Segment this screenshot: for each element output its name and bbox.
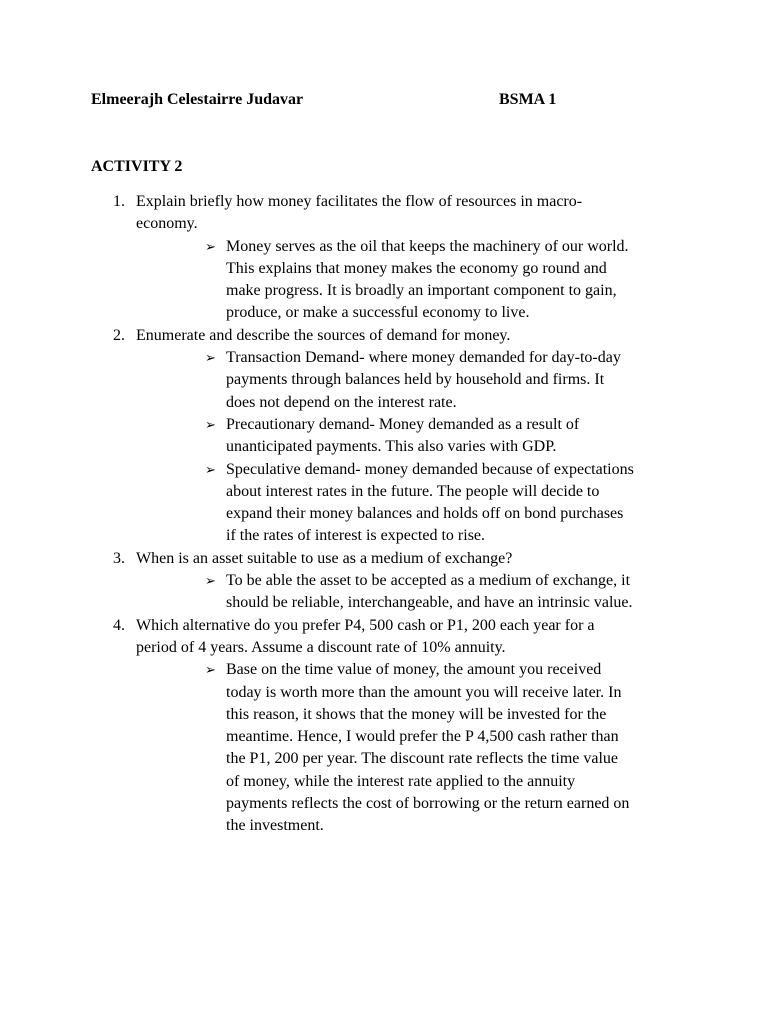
question-number: 1. xyxy=(113,193,125,210)
course-label: BSMA 1 xyxy=(499,91,557,108)
question-text-line: When is an asset suitable to use as a medium of exchange? xyxy=(136,549,513,567)
question-text-line: Explain briefly how money facilitates the flow of resources in macro- xyxy=(136,193,583,210)
answer-text-line: Speculative demand- money demanded because of expectations xyxy=(226,460,634,478)
answer-text-line: about interest rates in the future. The people will decide to xyxy=(226,482,600,500)
answer-text-line: this reason, it shows that the money will be invested for the xyxy=(226,705,607,723)
answer-text-line: should be reliable, interchangeable, and have an intrinsic value. xyxy=(226,594,633,612)
answer-text-line: Transaction Demand- where money demanded for day-to-day xyxy=(226,349,621,367)
arrowhead-bullet-icon: ➢ xyxy=(205,350,216,366)
answer-text-line: today is worth more than the amount you will receive later. In xyxy=(226,683,622,701)
question-text-line: Enumerate and describe the sources of demand for money. xyxy=(136,326,511,344)
question-item xyxy=(0,615,768,660)
questions-list xyxy=(0,191,768,838)
answer-bullet xyxy=(0,459,768,548)
question-item xyxy=(0,191,768,236)
answer-bullet xyxy=(0,236,768,325)
question-text-line: period of 4 years. Assume a discount rate of 10% annuity. xyxy=(136,638,506,656)
answer-bullet xyxy=(0,347,768,414)
arrowhead-bullet-icon: ➢ xyxy=(205,238,216,254)
arrowhead-bullet-icon: ➢ xyxy=(205,461,216,477)
answer-text-line: make progress. It is broadly an important component to gain, xyxy=(226,282,617,300)
question-number: 2. xyxy=(113,326,125,344)
answer-text-line: of money, while the interest rate applied to the annuity xyxy=(226,772,576,790)
answer-text-line: the investment. xyxy=(226,817,324,835)
answer-text-line: To be able the asset to be accepted as a medium of exchange, it xyxy=(226,572,631,590)
answer-text-line: produce, or make a successful economy to live. xyxy=(226,304,530,322)
question-item xyxy=(0,325,768,347)
answer-bullet xyxy=(0,659,768,837)
question-text-line: economy. xyxy=(136,215,198,233)
answer-text-line: meantime. Hence, I would prefer the P 4,500 cash rather than xyxy=(226,728,619,746)
answer-text-line: the P1, 200 per year. The discount rate reflects the time value xyxy=(226,750,619,768)
answer-text-line: payments reflects the cost of borrowing or the return earned on xyxy=(226,795,630,813)
answer-bullet xyxy=(0,570,768,615)
question-item xyxy=(0,548,768,570)
question-text-line: Which alternative do you prefer P4, 500 cash or P1, 200 each year for a xyxy=(136,616,595,634)
answer-text-line: unanticipated payments. This also varies with GDP. xyxy=(226,438,557,456)
arrowhead-bullet-icon: ➢ xyxy=(205,662,216,678)
answer-text-line: if the rates of interest is expected to rise. xyxy=(226,527,486,545)
answer-text-line: Base on the time value of money, the amount you received xyxy=(226,661,602,679)
answer-bullet xyxy=(0,414,768,459)
answer-text-line: Money serves as the oil that keeps the machinery of our world. xyxy=(226,237,629,255)
answer-text-line: Precautionary demand- Money demanded as a result of xyxy=(226,415,580,433)
activity-title: ACTIVITY 2 xyxy=(91,158,183,175)
answer-text-line: expand their money balances and holds off on bond purchases xyxy=(226,505,624,523)
arrowhead-bullet-icon: ➢ xyxy=(205,416,216,432)
answer-text-line: This explains that money makes the economy go round and xyxy=(226,259,607,277)
arrowhead-bullet-icon: ➢ xyxy=(205,573,216,589)
student-name: Elmeerajh Celestairre Judavar xyxy=(91,91,304,108)
question-number: 3. xyxy=(113,549,125,567)
answer-text-line: does not depend on the interest rate. xyxy=(226,393,457,411)
answer-text-line: payments through balances held by household and firms. It xyxy=(226,371,605,389)
question-number: 4. xyxy=(113,616,125,634)
